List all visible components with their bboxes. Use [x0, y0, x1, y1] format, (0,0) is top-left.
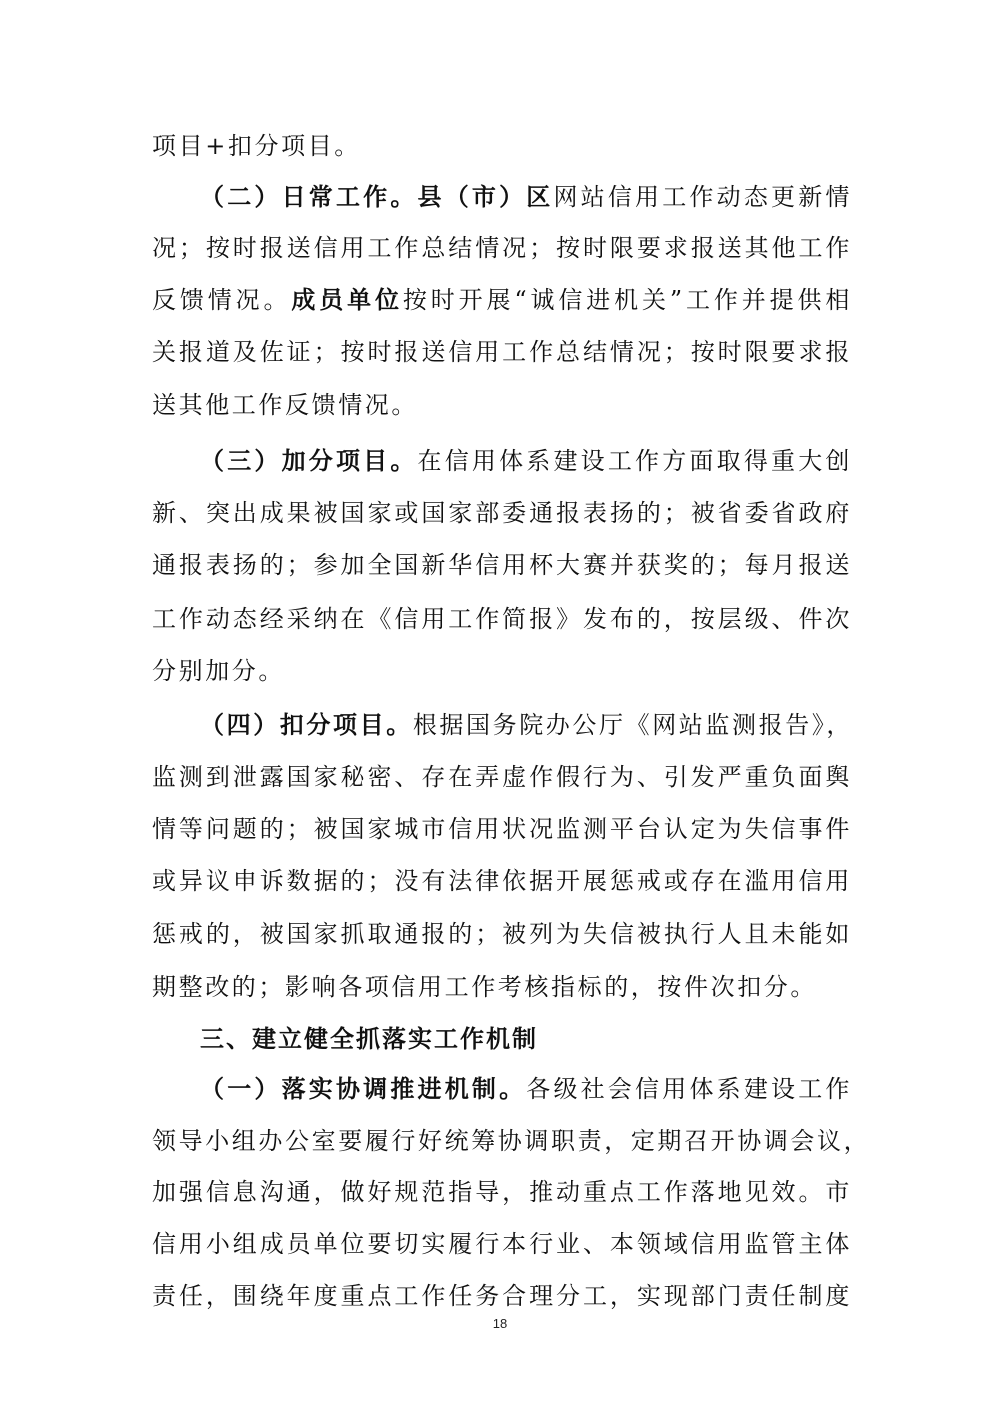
text-run: 项目+扣分项目。 [152, 132, 361, 160]
text-run: 反馈情况。 [152, 286, 292, 314]
text-line [152, 594, 852, 644]
text-line [152, 646, 852, 696]
text-line [152, 275, 852, 325]
text-line [152, 327, 852, 377]
paragraph-start-line [200, 700, 852, 750]
text-line [152, 223, 852, 273]
text-run: 关报道及佐证；按时报送信用工作总结情况；按时限要求报 [152, 338, 852, 366]
text-line [152, 909, 852, 959]
text-run: 分别加分。 [152, 657, 285, 685]
text-run: 期整改的；影响各项信用工作考核指标的，按件次扣分。 [152, 973, 817, 1001]
text-line [152, 1116, 871, 1166]
subheading-daily-work: （二）日常工作。 [200, 183, 418, 211]
page-number: 18 [492, 1316, 508, 1331]
text-run: 情等问题的；被国家城市信用状况监测平台认定为失信事件 [152, 815, 852, 843]
text-run: 况；按时报送信用工作总结情况；按时限要求报送其他工作 [152, 234, 852, 262]
text-run: 领导小组办公室要履行好统筹协调职责，定期召开协调会议， [152, 1127, 871, 1155]
text-run: 各级社会信用体系建设工作 [526, 1075, 852, 1103]
text-run: 新、突出成果被国家或国家部委通报表扬的；被省委省政府 [152, 499, 852, 527]
text-run: 加强信息沟通，做好规范指导，推动重点工作落地见效。市 [152, 1178, 852, 1206]
bold-term-county: 县（市）区 [417, 183, 554, 211]
subheading-coordination: （一）落实协调推进机制。 [200, 1075, 527, 1103]
text-run: 工作动态经采纳在《信用工作简报》发布的，按层级、件次 [152, 605, 852, 633]
text-line [152, 380, 852, 430]
text-line [152, 1271, 852, 1321]
text-line [152, 1219, 852, 1269]
text-run: 通报表扬的；参加全国新华信用杯大赛并获奖的；每月报送 [152, 551, 852, 579]
text-run: 送其他工作反馈情况。 [152, 391, 418, 419]
text-run: 在信用体系建设工作方面取得重大创 [417, 447, 852, 475]
text-line [152, 962, 852, 1012]
subheading-bonus-items: （三）加分项目。 [200, 447, 418, 475]
text-line [152, 121, 852, 171]
text-line [152, 540, 852, 590]
text-line [152, 804, 852, 854]
bold-term-member-units: 成员单位 [291, 286, 403, 314]
text-run: 惩戒的，被国家抓取通报的；被列为失信被执行人且未能如 [152, 920, 852, 948]
text-line [152, 752, 852, 802]
text-run: 或异议申诉数据的；没有法律依据开展惩戒或存在滥用信用 [152, 867, 852, 895]
text-run: 根据国务院办公厅《网站监测报告》， [412, 711, 854, 739]
text-run: 按时开展“诚信进机关”工作并提供相 [402, 286, 852, 314]
subheading-deduction-items: （四）扣分项目。 [200, 711, 413, 739]
paragraph-start-line [200, 172, 852, 222]
section-heading-text: 三、建立健全抓落实工作机制 [200, 1025, 538, 1053]
text-line [152, 488, 852, 538]
text-run: 信用小组成员单位要切实履行本行业、本领域信用监管主体 [152, 1230, 852, 1258]
section-heading [200, 1014, 900, 1064]
text-run: 责任，围绕年度重点工作任务合理分工，实现部门责任制度 [152, 1282, 852, 1310]
paragraph-start-line [200, 1064, 852, 1114]
text-line [152, 856, 852, 906]
text-line [152, 1167, 852, 1217]
text-run: 监测到泄露国家秘密、存在弄虚作假行为、引发严重负面舆 [152, 763, 852, 791]
paragraph-start-line [200, 436, 852, 486]
text-run: 网站信用工作动态更新情 [553, 183, 852, 211]
